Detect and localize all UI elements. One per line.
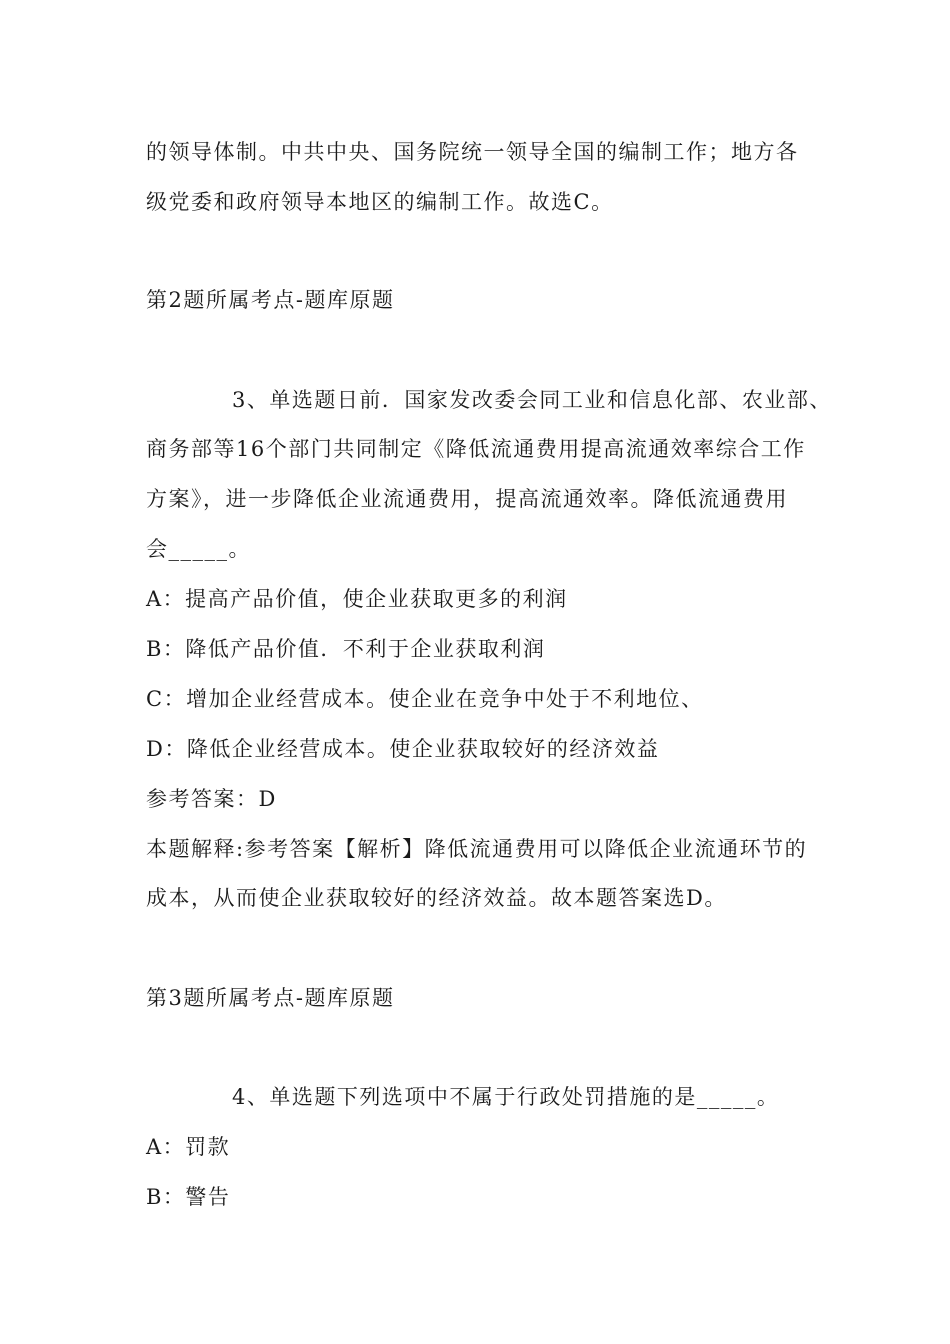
q3-option-b: B：降低产品价值．不利于企业获取利润: [146, 637, 546, 661]
q4-option-a: A：罚款: [146, 1135, 231, 1159]
q3-stem-line-2: 商务部等16个部门共同制定《降低流通费用提高流通效率综合工作: [146, 437, 806, 461]
q2-knowledge-point: 第2题所属考点-题库原题: [146, 288, 395, 312]
q3-stem-line-1: 3、单选题日前．国家发改委会同工业和信息化部、农业部、: [232, 388, 832, 412]
q3-knowledge-point: 第3题所属考点-题库原题: [146, 986, 395, 1010]
q3-explanation-line-1: 本题解释:参考答案【解析】降低流通费用可以降低企业流通环节的: [146, 837, 808, 861]
q3-answer: 参考答案：D: [146, 787, 277, 811]
q3-option-a: A：提高产品价值，使企业获取更多的利润: [146, 587, 568, 611]
q3-option-c: C：增加企业经营成本。使企业在竞争中处于不利地位、: [146, 687, 704, 711]
q3-explanation-line-2: 成本，从而使企业获取较好的经济效益。故本题答案选D。: [146, 886, 727, 910]
q3-option-d: D：降低企业经营成本。使企业获取较好的经济效益: [146, 737, 660, 761]
q3-stem-line-3: 方案》，进一步降低企业流通费用，提高流通效率。降低流通费用: [146, 487, 788, 511]
q4-option-b: B：警告: [146, 1185, 231, 1209]
q4-stem-line-1: 4、单选题下列选项中不属于行政处罚措施的是_____。: [232, 1085, 780, 1109]
q2-explanation-line-2: 级党委和政府领导本地区的编制工作。故选C。: [146, 190, 614, 214]
q3-stem-line-4: 会_____。: [146, 537, 251, 561]
q2-explanation-line-1: 的领导体制。中共中央、国务院统一领导全国的编制工作；地方各: [146, 140, 799, 164]
